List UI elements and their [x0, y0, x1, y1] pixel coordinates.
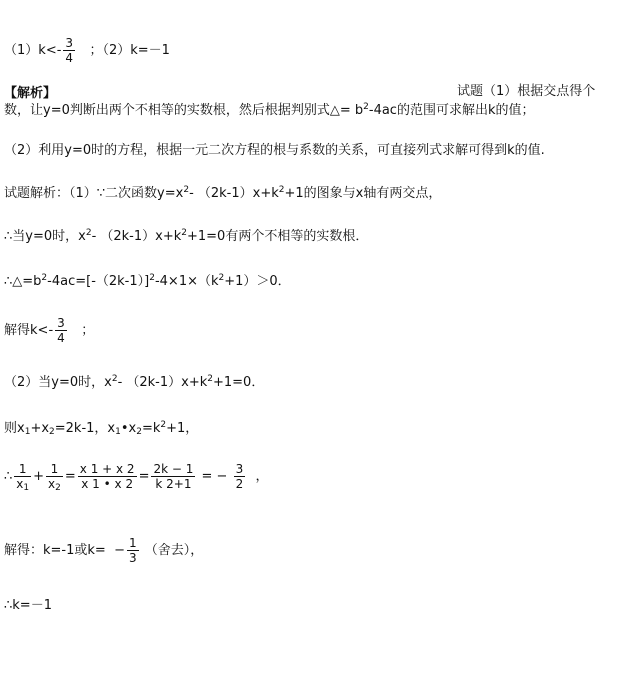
exponent: 2 — [111, 374, 118, 384]
answer-part2: ；（2）k=－1 — [89, 43, 170, 58]
subscript: 1 — [23, 483, 30, 493]
fraction-numerator: 2k − 1 — [153, 462, 194, 476]
analysis-line3: （2）利用y=0时的方程，根据一元二次方程的根与系数的关系，可直接列式求解可得到k的值. — [4, 143, 545, 158]
text: - （2k-1）x+k — [91, 229, 182, 244]
text: x — [48, 477, 56, 491]
solution-line4 — [4, 316, 94, 345]
text: -4×1×（k — [154, 274, 219, 289]
fraction-numerator: 3 — [235, 462, 244, 476]
text: 解得：k=-1或k= — [4, 543, 106, 558]
exponent: 2 — [207, 374, 213, 384]
fraction-3-2 — [234, 462, 246, 491]
subscript: 1 — [24, 427, 31, 437]
text: +x — [30, 421, 50, 436]
text: ； — [81, 323, 95, 338]
answer-part1: （1）k — [4, 43, 46, 58]
text: x — [16, 477, 24, 491]
fraction-denominator: 3 — [128, 551, 137, 565]
text: - （2k-1）x+k — [189, 186, 279, 201]
analysis-line2-text: 数，让y=0判断出两个不相等的实数根，然后根据判别式△= b — [4, 103, 364, 118]
less-than-sign: < — [37, 323, 49, 338]
solution-line5 — [4, 375, 264, 391]
equals-minus: = − — [201, 469, 228, 484]
fraction-denominator: 2 — [235, 477, 244, 491]
text: •x — [120, 421, 137, 436]
text: +1=0． — [213, 375, 265, 390]
exponent: 2 — [85, 228, 92, 238]
equals-sign: = — [138, 469, 150, 484]
solution-line8 — [4, 536, 203, 565]
analysis-right-text: 试题（1）根据交点得个 — [457, 84, 596, 99]
text: -4ac=[-（2k-1）] — [47, 274, 150, 289]
text: ∴△=b — [4, 274, 42, 289]
text: ∴当y=0时，x — [4, 229, 86, 244]
text: =k — [141, 421, 161, 436]
solution-line6 — [4, 421, 198, 437]
fraction-sum-over-product — [78, 462, 137, 491]
fraction-numerator: 1 — [46, 462, 63, 477]
answer-line — [4, 36, 170, 65]
minus-sign: - — [56, 43, 62, 58]
analysis-heading: 【解析】 — [4, 86, 57, 101]
subscript: 1 — [115, 427, 121, 437]
exponent: 2 — [160, 420, 167, 430]
solution-line3 — [4, 274, 291, 290]
text: （舍去）， — [144, 543, 204, 558]
fraction-numerator: 3 — [65, 36, 74, 50]
text: - （2k-1）x+k — [117, 375, 208, 390]
minus-sign: - — [48, 323, 54, 338]
equals-sign: = — [64, 469, 76, 484]
fraction-denominator: 4 — [57, 331, 65, 345]
fraction-denominator — [46, 477, 63, 491]
text: +1的图象与x轴有两交点， — [284, 186, 442, 201]
text: +1）＞0． — [224, 274, 291, 289]
text: +1=0有两个不相等的实数根． — [187, 229, 369, 244]
comma: ， — [255, 469, 269, 484]
exponent: 2 — [181, 228, 187, 238]
text: 解得k — [4, 323, 38, 338]
text: =2k-1，x — [54, 421, 116, 436]
text: 试题解析：（1）∵二次函数y=x — [4, 186, 184, 201]
analysis-line2 — [4, 103, 534, 119]
therefore-sign: ∴ — [4, 469, 13, 484]
fraction-2k-1-over-k2-1 — [151, 462, 195, 491]
plus-sign: + — [33, 469, 45, 484]
subscript: 2 — [49, 427, 55, 437]
fraction-numerator: 1 — [128, 536, 137, 550]
fraction-numerator: 3 — [57, 316, 65, 330]
fraction-1-x2 — [46, 462, 63, 491]
exponent: 2 — [149, 273, 155, 283]
fraction-denominator — [14, 477, 31, 491]
fraction-denominator: 4 — [65, 51, 74, 65]
fraction-3-4 — [55, 316, 67, 345]
fraction-numerator: 1 — [14, 462, 31, 477]
fraction-numerator: x 1 + x 2 — [79, 462, 135, 476]
exponent: 2 — [41, 273, 48, 283]
text: 则x — [4, 421, 25, 436]
subscript: 2 — [136, 427, 142, 437]
solution-line9: ∴k=－1 — [4, 598, 52, 613]
analysis-line2-tail: -4ac的范围可求解出k的值； — [368, 103, 535, 118]
fraction-1-3 — [127, 536, 139, 565]
exponent: 2 — [218, 273, 225, 283]
exponent: 2 — [363, 102, 369, 112]
solution-line7 — [4, 462, 269, 491]
exponent: 2 — [278, 185, 285, 195]
text: +1， — [166, 421, 199, 436]
less-than-sign: < — [45, 43, 57, 58]
fraction-3-4 — [63, 36, 75, 65]
text: （2）当y=0时，x — [4, 375, 112, 390]
minus-sign: − — [114, 543, 125, 558]
fraction-denominator: x 1 • x 2 — [81, 477, 134, 491]
fraction-denominator: k 2+1 — [155, 477, 192, 491]
exponent: 2 — [183, 185, 190, 195]
subscript: 2 — [55, 483, 61, 493]
solution-line1 — [4, 186, 441, 202]
solution-line2 — [4, 229, 368, 245]
fraction-1-x1 — [14, 462, 31, 491]
